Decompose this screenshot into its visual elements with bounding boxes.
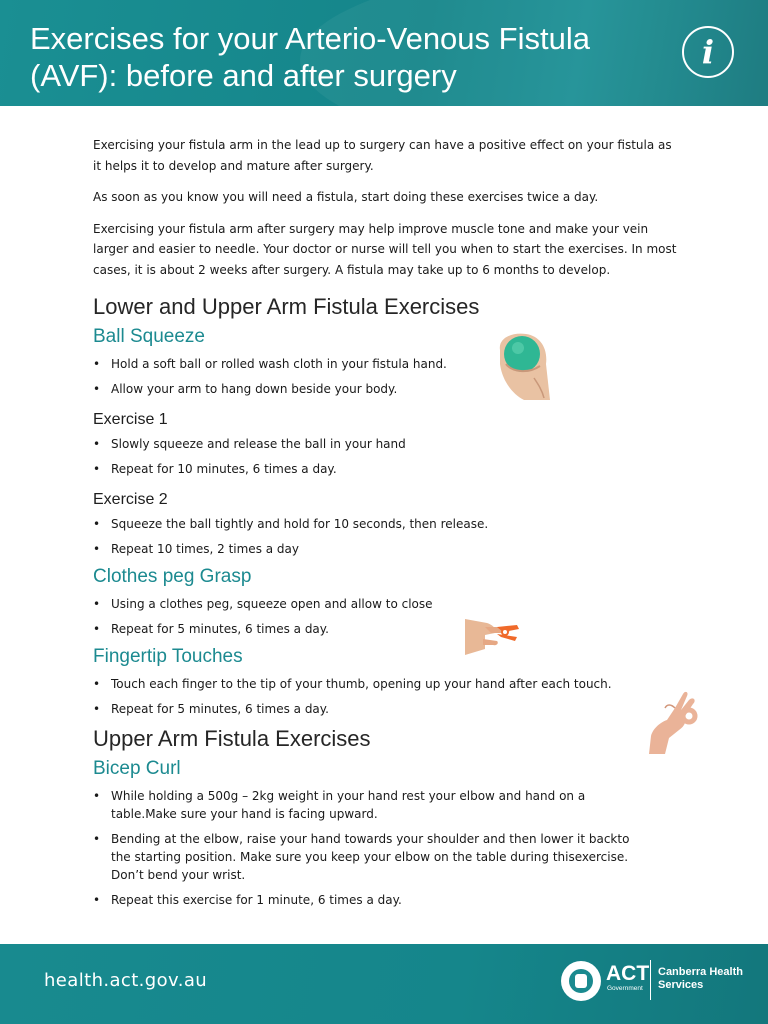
list-item: • Using a clothes peg, squeeze open and allow to close (93, 595, 683, 613)
bullet-list (93, 515, 683, 558)
ball-squeeze-hand-image (494, 330, 554, 402)
list-item: • Repeat for 5 minutes, 6 times a day. (93, 700, 683, 718)
intro-paragraph: Exercising your fistula arm after surgery may help improve muscle tone and make your vein larger and easier to needle. Your doctor or nurse will tell you when to start the exercises. In most cases, it is about 2 weeks after surgery. A fistula may take up to 6 months to develop. (93, 221, 677, 277)
list-item: • Bending at the elbow, raise your hand towards your shoulder and then lower it backto the starting position. Make sure you keep your elbow on the table during thisexercise. Don’t bend your wrist. (93, 830, 638, 884)
page-header (0, 0, 768, 106)
section-heading-upper-arm: Upper Arm Fistula Exercises (93, 726, 371, 751)
list-item: • Repeat 10 times, 2 times a day (93, 540, 683, 558)
list-item: • Squeeze the ball tightly and hold for 10 seconds, then release. (93, 515, 683, 533)
exercise-heading-fingertip: Fingertip Touches (93, 646, 243, 667)
list-item: • Repeat for 10 minutes, 6 times a day. (93, 460, 683, 478)
subheading-exercise-1: Exercise 1 (93, 411, 168, 428)
logo-divider (650, 960, 651, 1000)
section-heading-lower-upper-arm: Lower and Upper Arm Fistula Exercises (93, 294, 480, 319)
page-footer (0, 944, 768, 1024)
crest-core-icon (575, 974, 587, 988)
list-item: • While holding a 500g – 2kg weight in your hand rest your elbow and hand on a table.Make sure your hand is facing upward. (93, 787, 638, 823)
list-item: • Allow your arm to hang down beside your body. (93, 380, 683, 398)
exercise-heading-bicep-curl: Bicep Curl (93, 758, 181, 779)
bullet-list (93, 355, 683, 398)
exercise-heading-clothes-peg: Clothes peg Grasp (93, 566, 252, 587)
bullet-list (93, 675, 683, 718)
subheading-exercise-2: Exercise 2 (93, 491, 168, 508)
info-icon: i (682, 26, 734, 78)
clothes-peg-hand-image (465, 615, 523, 657)
list-item: • Repeat this exercise for 1 minute, 6 times a day. (93, 891, 638, 909)
list-item: • Touch each finger to the tip of your thumb, opening up your hand after each touch. (93, 675, 683, 693)
act-logo-text: ACT (606, 962, 650, 985)
list-item: • Slowly squeeze and release the ball in your hand (93, 435, 683, 453)
main-content (93, 135, 683, 916)
exercise-heading-ball-squeeze: Ball Squeeze (93, 326, 205, 347)
list-item: • Repeat for 5 minutes, 6 times a day. (93, 620, 683, 638)
fingertip-touch-hand-image (645, 686, 701, 754)
bullet-list (93, 595, 683, 638)
canberra-health-services-logo-text: Canberra Health Services (658, 966, 743, 991)
bullet-list (93, 435, 683, 478)
act-crest-logo-icon (561, 961, 601, 1001)
page-title: Exercises for your Arterio-Venous Fistula (AVF): before and after surgery (30, 21, 590, 93)
intro-paragraph: As soon as you know you will need a fistula, start doing these exercises twice a day. (93, 190, 599, 204)
intro-paragraph: Exercising your fistula arm in the lead up to surgery can have a positive effect on your fistula as it helps it to develop and mature after surgery. (93, 138, 672, 173)
website-url: health.act.gov.au (44, 970, 208, 991)
list-item: • Hold a soft ball or rolled wash cloth in your fistula hand. (93, 355, 683, 373)
bullet-list (93, 787, 638, 909)
government-logo-text: Government (607, 985, 643, 992)
